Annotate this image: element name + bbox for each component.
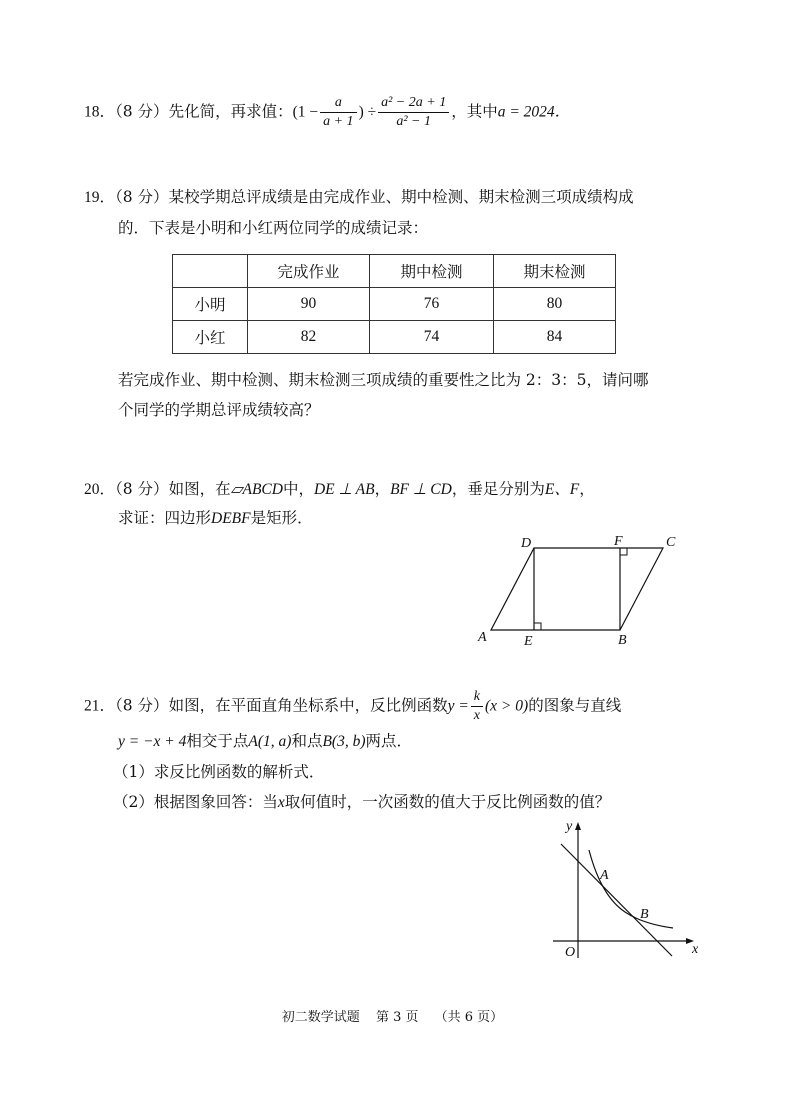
y-axis-arrow [575,822,581,830]
label-f: F [614,534,623,549]
q18-frac1-denominator: a + 1 [323,114,354,129]
q19-text-line-4: 个同学的学期总评成绩较高？ [118,401,320,419]
label-y: y [566,819,573,834]
footer-page-number: 第 3 页 [375,1010,419,1025]
q21-frac-denominator: x [473,708,481,723]
label-e: E [524,634,533,649]
table-cell: 84 [494,321,616,354]
q18-expr-open: (1 − [292,103,319,121]
q19-number: 19． [84,189,116,206]
table-header-cell: 期末检测 [494,255,616,288]
q20-text-a: 如图，在 [168,480,231,498]
q21-func-lhs: y = [447,697,469,715]
q21-score: （8 分） [115,696,169,715]
q20-number: 20． [84,481,116,498]
table-cell: 76 [370,288,494,321]
label-d: D [521,536,532,551]
q20-proof-prefix: 求证：四边形 [118,509,212,527]
label-a: A [478,630,487,645]
q18-score: （8 分） [115,102,169,121]
label-c: C [666,535,676,550]
page-footer [0,1006,785,1025]
q21-part-2-text-b: 取何值时，一次函数的值大于反比例函数的值？ [284,793,611,811]
footer-subject: 初二数学试题 [281,1010,360,1025]
table-cell: 82 [248,321,370,354]
q18-expr-close: ) ÷ [358,103,377,121]
q21-point-b: B(3, b) [322,733,366,750]
q18-number: 18． [84,103,116,121]
q20-separator: ， [374,480,391,498]
q20-feet: E、F [544,481,580,498]
footer-total-pages: （共 6 页） [434,1010,504,1025]
q20-proof-shape: DEBF [211,510,251,527]
q21-number: 21． [84,697,116,715]
q21-domain: (x > 0) [485,697,529,715]
q20-condition-1: DE ⊥ AB [313,481,375,498]
q21-text-a: 如图，在平面直角坐标系中，反比例函数 [168,696,448,715]
label-point-a: A [600,868,609,883]
q18-text: 先化简，再求值： [168,102,293,121]
table-cell: 90 [248,288,370,321]
q18-frac2-numerator: a² − 2a + 1 [378,96,449,113]
q19-score: （8 分） [115,188,169,206]
q20-text-b: 中， [282,480,314,498]
label-point-b: B [640,907,649,922]
q20-shape: ▱ABCD [230,481,283,498]
q20-proof-suffix: 是矩形． [250,509,313,527]
q21-part-1-text: （1）求反比例函数的解析式． [113,763,325,781]
q21-line-equation: y = −x + 4 [118,733,187,750]
q21-text-e: 两点． [365,732,413,750]
q18-tail-text: ，其中 [451,102,498,121]
q19-text-line-3: 若完成作业、期中检测、期末检测三项成绩的重要性之比为 2：3：5，请问哪 [118,371,649,389]
table-cell: 小明 [173,288,248,321]
table-cell: 80 [494,288,616,321]
q20-score: （8 分） [115,480,169,498]
label-x: x [692,942,699,957]
q20-text-d: ， [579,480,595,498]
table-header-cell: 完成作业 [248,255,370,288]
q19-text-line-2: 的．下表是小明和小红两位同学的成绩记录： [118,219,429,237]
q21-part-2-var: x [277,794,285,811]
hyperbola-graph [589,850,673,928]
q21-text-c: 相交于点 [186,732,249,750]
table-cell: 小红 [173,321,248,354]
table-cell: 74 [370,321,494,354]
q18-frac1-numerator: a [320,96,356,113]
q18-condition: a = 2024． [497,103,571,121]
q20-text-c: ，垂足分别为 [451,480,545,498]
q19-text-line-1: 某校学期总评成绩是由完成作业、期中检测、期末检测三项成绩构成 [168,188,634,206]
q21-text-d: 和点 [291,732,323,750]
label-origin: O [565,945,576,960]
q20-condition-2: BF ⊥ CD [390,481,452,498]
table-header-cell: 期中检测 [370,255,494,288]
q21-text-b: 的图象与直线 [528,696,622,715]
q18-frac2-denominator: a² − 1 [396,114,431,129]
label-b: B [618,633,627,648]
q21-part-2-text-a: （2）根据图象回答：当 [113,793,278,811]
q21-point-a: A(1, a) [248,733,292,750]
q21-frac-numerator: k [471,690,483,707]
